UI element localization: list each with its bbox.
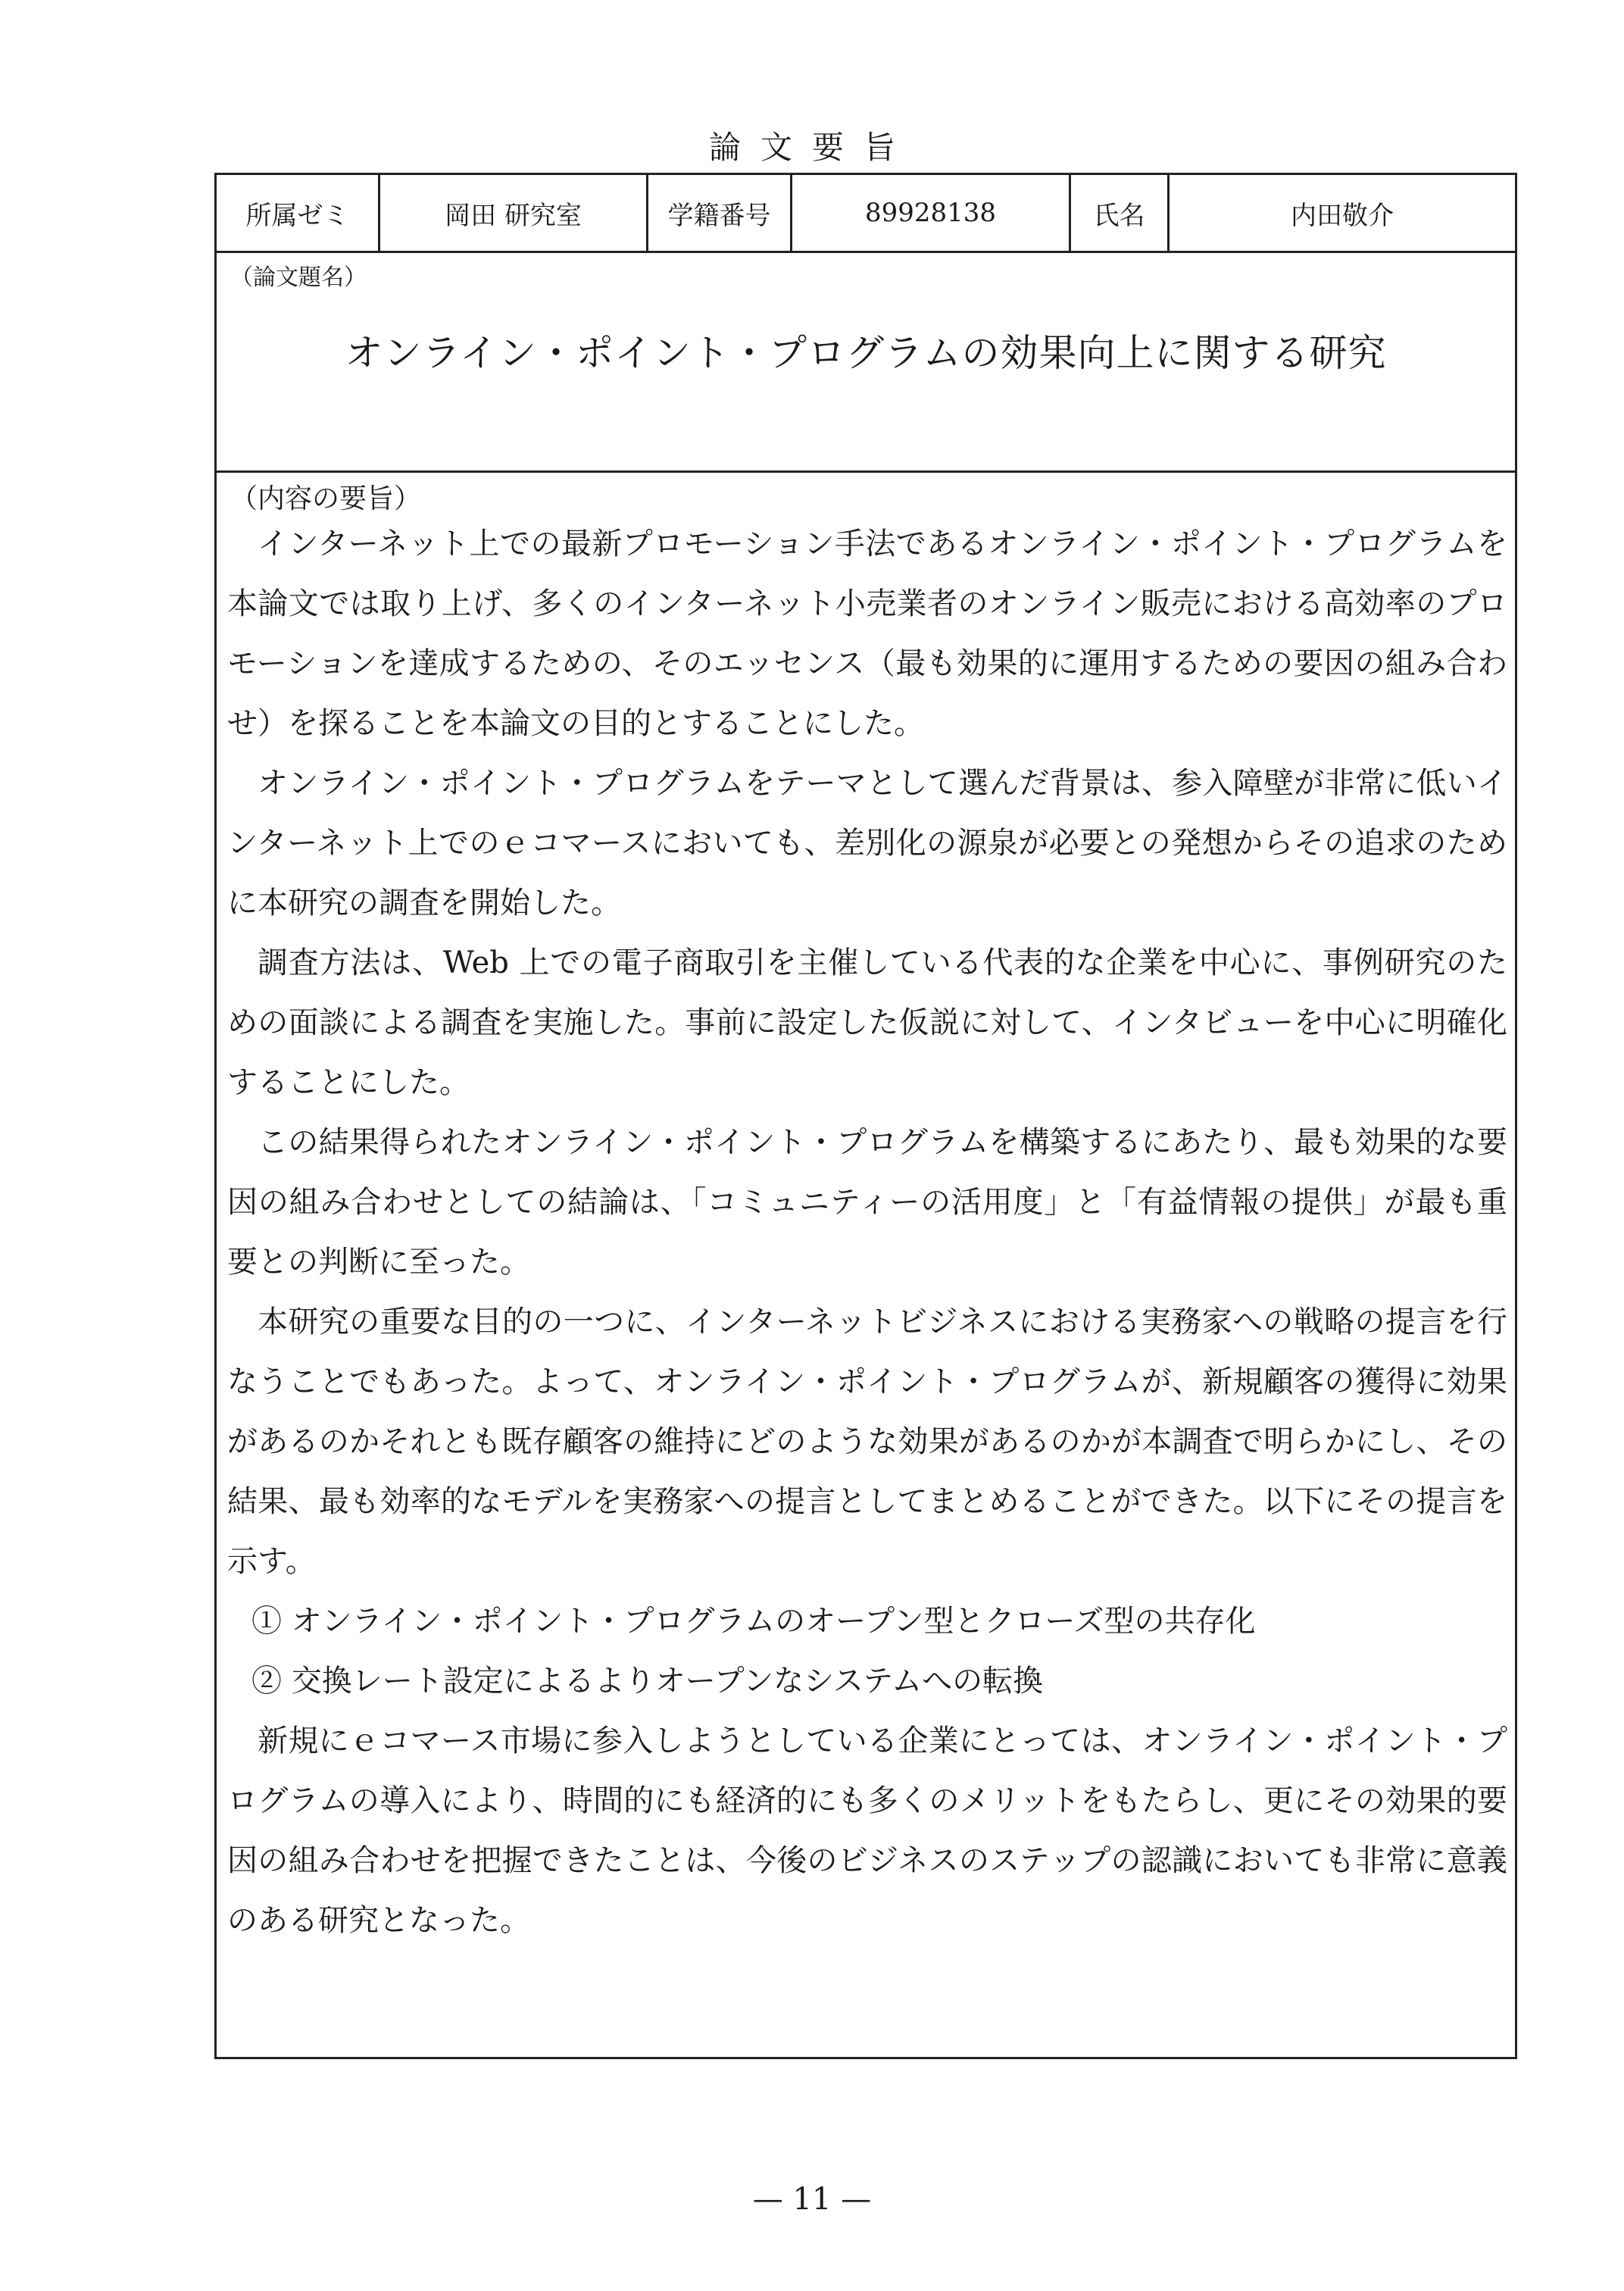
seminar-value: 岡田 研究室	[380, 175, 648, 251]
abstract-paragraph: インターネット上での最新プロモーション手法であるオンライン・ポイント・プログラムを本論文では取り上げ、多くのインターネット小売業者のオンライン販売における高効率のプロモーションを達成するための、そのエッセンス（最も効果的に運用するための要因の組み合わせ）を探ることを本論文の目的とすることにした。	[227, 527, 1507, 741]
proposal-item: ① オンライン・ポイント・プログラムのオープン型とクローズ型の共存化	[251, 1604, 1256, 1639]
name-label: 氏名	[1071, 175, 1170, 251]
abstract-paragraph: 新規にｅコマース市場に参入しようとしている企業にとっては、オンライン・ポイント・プログラムの導入により、時間的にも経済的にも多くのメリットをもたらし、更にその効果的要因の組み合わせを把握できたことは、今後のビジネスのステップの認識においても非常に意義のある研究となった。	[227, 1724, 1507, 1938]
page-number: — 11 —	[752, 2182, 872, 2217]
info-row	[217, 175, 1515, 253]
proposal-item: ② 交換レート設定によるよりオープンなシステムへの転換	[251, 1664, 1044, 1699]
seminar-label: 所属ゼミ	[217, 175, 380, 251]
content-label: （内容の要旨）	[230, 483, 422, 514]
name-value: 内田敬介	[1291, 200, 1394, 231]
abstract-paragraph: 調査方法は、Web 上での電子商取引を主催している代表的な企業を中心に、事例研究のための面談による調査を実施した。事前に設定した仮説に対して、インタビューを中心に明確化することにした。	[227, 945, 1507, 1100]
abstract-paragraph: 本研究の重要な目的の一つに、インターネットビジネスにおける実務家への戦略の提言を行なうことでもあった。よって、オンライン・ポイント・プログラムが、新規顧客の獲得に効果があるのかそれとも既存顧客の維持にどのような効果があるのかが本調査で明らかにし、その結果、最も効率的なモデルを実務家への提言としてまとめることができた。以下にその提言を示す。	[227, 1305, 1507, 1579]
abstract-body	[227, 514, 1507, 1951]
student-id-value: 89928138	[792, 175, 1071, 251]
title-label: （論文題名）	[230, 264, 367, 291]
thesis-title: オンライン・ポイント・プログラムの効果向上に関する研究	[345, 331, 1387, 375]
abstract-paragraph: この結果得られたオンライン・ポイント・プログラムを構築するにあたり、最も効果的な要因の組み合わせとしての結論は、「コミュニティーの活用度」と「有益情報の提供」が最も重要との判断に至った。	[227, 1125, 1507, 1280]
thesis-title-block	[217, 251, 1515, 473]
abstract-paragraph: オンライン・ポイント・プログラムをテーマとして選んだ背景は、参入障壁が非常に低いインターネット上でのｅコマースにおいても、差別化の源泉が必要との発想からその追求のために本研究の調査を開始した。	[227, 766, 1507, 920]
student-id-label: 学籍番号	[648, 175, 792, 251]
page-header: 論文要旨	[708, 129, 915, 166]
abstract-form	[214, 173, 1517, 2059]
